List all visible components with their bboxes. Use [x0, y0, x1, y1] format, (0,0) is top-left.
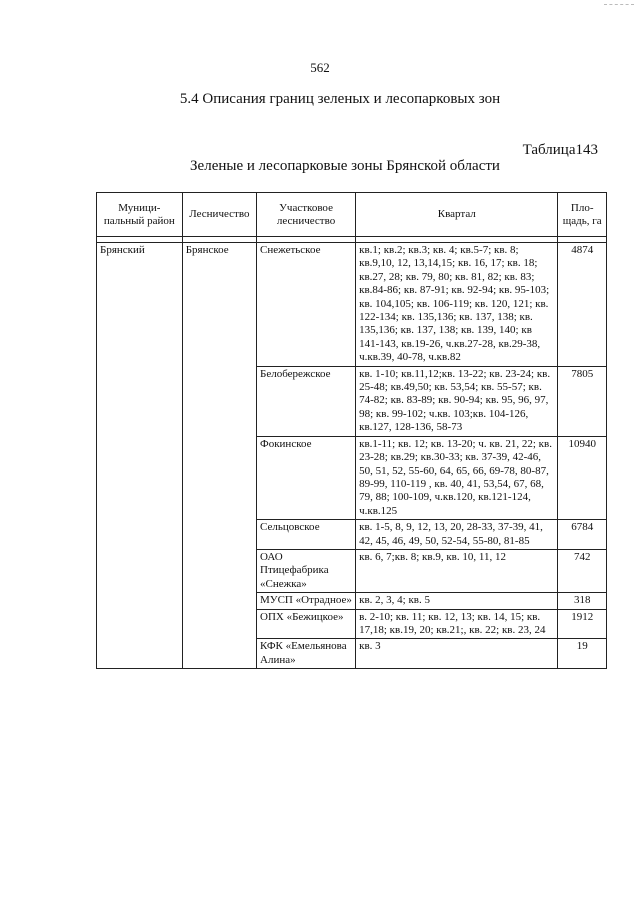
table-row: [97, 243, 607, 367]
cell-quarters: кв. 1-10; кв.11,12;кв. 13-22; кв. 23-24; кв. 25-48; кв.49,50; кв. 53,54; кв. 55-57; кв. 74-82; кв. 83-89; кв. 90-94; кв. 95, 96, 97, 98; кв. 99-102; ч.кв. 103;кв. 104-126, кв.127, 128-136, 58-73: [356, 366, 558, 436]
header-forestry: Лесничество: [182, 193, 256, 237]
corner-mark: [604, 4, 634, 5]
cell-area: 318: [558, 593, 607, 609]
header-quarters: Квартал: [356, 193, 558, 237]
cell-sub-forestry: ОАО Птицефабрика «Снежка»: [257, 549, 356, 592]
cell-district: Брянский: [97, 243, 183, 669]
cell-area: 6784: [558, 520, 607, 550]
cell-sub-forestry: Белобережское: [257, 366, 356, 436]
table-caption: Зеленые и лесопарковые зоны Брянской области: [190, 158, 500, 174]
cell-sub-forestry: Сельцовское: [257, 520, 356, 550]
cell-quarters: в. 2-10; кв. 11; кв. 12, 13; кв. 14, 15; кв. 17,18; кв.19, 20; кв.21;, кв. 22; кв. 23, 24: [356, 609, 558, 639]
page-number: 562: [310, 60, 330, 75]
header-district: Муници-пальный район: [97, 193, 183, 237]
cell-quarters: кв. 3: [356, 639, 558, 669]
cell-area: 1912: [558, 609, 607, 639]
cell-sub-forestry: МУСП «Отрадное»: [257, 593, 356, 609]
cell-area: 742: [558, 549, 607, 592]
cell-area: 7805: [558, 366, 607, 436]
header-sub-forestry: Участковое лесничество: [257, 193, 356, 237]
cell-quarters: кв.1-11; кв. 12; кв. 13-20; ч. кв. 21, 22; кв. 23-28; кв.29; кв.30-33; кв. 37-39, 42-46, 50, 51, 52, 55-60, 64, 65, 66, 69-78, 80-87, 89-99, 110-119 , кв. 40, 41, 53,54, 67, 68, 79, 88; 100-109, ч.кв.120, кв.121-124, ч.кв.125: [356, 436, 558, 519]
header-area: Пло-щадь, га: [558, 193, 607, 237]
cell-sub-forestry: ОПХ «Бежицкое»: [257, 609, 356, 639]
cell-sub-forestry: Фокинское: [257, 436, 356, 519]
cell-quarters: кв. 1-5, 8, 9, 12, 13, 20, 28-33, 37-39, 41, 42, 45, 46, 49, 50, 52-54, 55-80, 81-85: [356, 520, 558, 550]
cell-quarters: кв. 6, 7;кв. 8; кв.9, кв. 10, 11, 12: [356, 549, 558, 592]
cell-quarters: кв.1; кв.2; кв.3; кв. 4; кв.5-7; кв. 8; кв.9,10, 12, 13,14,15; кв. 16, 17; кв. 18; кв.27, 28; кв. 79, 80; кв. 81, 82; кв. 83; кв.84-86; кв. 87-91; кв. 92-94; кв. 95-103; кв. 104,105; кв. 106-119; кв. 120, 121; кв. 122-134; кв. 135,136; кв. 137, 138; кв. 135,136; кв. 137, 138; кв. 139, 140; кв 141-143, кв.19-26, ч.кв.27-28, кв.29-38, ч.кв.39, 40-78, ч.кв.82: [356, 243, 558, 367]
green-zones-table: [96, 192, 607, 669]
cell-area: 4874: [558, 243, 607, 367]
table-label: Таблица143: [522, 142, 598, 158]
cell-sub-forestry: Снежетьское: [257, 243, 356, 367]
table-header-row: [97, 193, 607, 237]
section-title: 5.4 Описания границ зеленых и лесопарковых зон: [179, 91, 501, 107]
cell-sub-forestry: КФК «Емельянова Алина»: [257, 639, 356, 669]
cell-quarters: кв. 2, 3, 4; кв. 5: [356, 593, 558, 609]
cell-forestry: Брянское: [182, 243, 256, 669]
cell-area: 19: [558, 639, 607, 669]
cell-area: 10940: [558, 436, 607, 519]
